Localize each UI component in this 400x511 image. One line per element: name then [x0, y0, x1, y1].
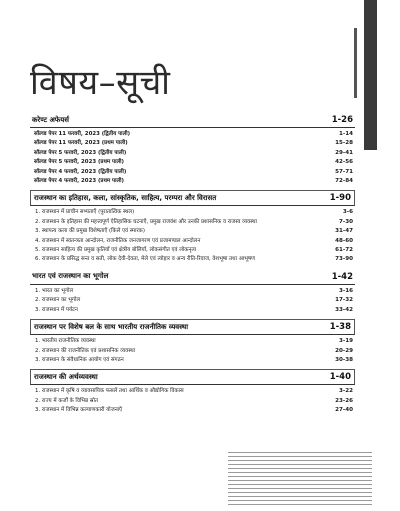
decorative-bar	[364, 0, 377, 150]
toc-entry-pages: 29-41	[335, 149, 353, 156]
table-of-contents	[30, 108, 355, 416]
section-list	[30, 285, 355, 315]
toc-entry[interactable]	[32, 149, 353, 158]
section-header	[30, 269, 355, 285]
toc-entry-label: 4. राजस्थान में स्वतन्त्रता आन्दोलन, राजनीतिक जनजागरण एवं प्रजामण्डल आन्दोलन	[35, 237, 201, 244]
section-page-range: 1-90	[329, 193, 351, 204]
section-header	[30, 369, 355, 385]
page-title: विषय–सूची	[30, 63, 171, 103]
section-list	[30, 128, 355, 186]
toc-entry[interactable]	[32, 158, 353, 167]
section-list	[30, 385, 355, 415]
toc-entry-pages: 3-16	[339, 287, 353, 294]
toc-entry-label: 2. राजस्थान की राजनीतिक एवं प्रशासनिक व्यवस्था	[35, 347, 136, 354]
toc-entry-label: 2. राजस्थान के इतिहास की महत्त्वपूर्ण ऐतिहासिक घटनाएँ, प्रमुख राजवंश और उनकी प्रशासनिक व राजस्व व्यवस्था	[35, 218, 257, 225]
section-title: करेण्ट अफेयर्स	[32, 115, 69, 124]
toc-entry-label: 2. राज्य में कर्जों के विभिन्न स्रोत	[35, 397, 98, 404]
toc-entry-pages: 7-30	[339, 218, 353, 225]
section-list	[30, 206, 355, 264]
section-list	[30, 335, 355, 365]
toc-entry-label: 6. राजस्थान के प्रसिद्ध सन्त व सती, लोक देवी-देवता, मेले एवं त्योहार व अन्य रीति-रिवाज, वेशभूषा तथा आभूषण	[35, 256, 256, 263]
toc-entry[interactable]	[32, 356, 353, 365]
section-title: राजस्थान पर विशेष बल के साथ भारतीय राजनीतिक व्यवस्था	[34, 322, 189, 331]
toc-entry-label: सॉल्व्ड पेपर 5 फरवरी, 2023 (प्रथम पाली)	[34, 159, 124, 166]
toc-entry-label: 1. राजस्थान में प्राचीन सभ्यताएँ (पुरातात्विक स्थल)	[35, 209, 135, 216]
toc-entry-pages: 17-32	[335, 297, 353, 304]
toc-entry-pages: 42-56	[335, 159, 353, 166]
toc-entry-label: सॉल्व्ड पेपर 5 फरवरी, 2023 (द्वितीय पाली)	[34, 149, 127, 156]
toc-entry-label: सॉल्व्ड पेपर 4 फरवरी, 2023 (द्वितीय पाली)	[34, 168, 127, 175]
toc-entry-label: 3. राजस्थान में पर्यटन	[35, 306, 78, 313]
toc-entry[interactable]	[32, 246, 353, 255]
toc-entry-label: 3. राजस्थान के संवैधानिक आयोग एवं संगठन	[35, 356, 124, 363]
toc-entry-pages: 1-14	[339, 131, 353, 137]
section-page-range: 1-26	[331, 115, 353, 125]
toc-entry-pages: 48-60	[335, 237, 353, 244]
toc-entry-pages: 3-19	[339, 338, 353, 345]
toc-entry[interactable]	[32, 397, 353, 406]
toc-entry-label: 3. स्थापत्य कला की प्रमुख विशेषताएँ (किले एवं स्मारक)	[35, 228, 145, 235]
toc-entry[interactable]	[32, 387, 353, 396]
toc-entry-label: सॉल्व्ड पेपर 4 फरवरी, 2023 (प्रथम पाली)	[34, 178, 124, 185]
toc-entry-pages: 57-71	[335, 168, 353, 175]
toc-entry-label: सॉल्व्ड पेपर 11 फरवरी, 2023 (द्वितीय पाली)	[34, 131, 131, 137]
decorative-bar	[354, 28, 357, 98]
section-title: राजस्थान का इतिहास, कला, सांस्कृतिक, साहित्य, परम्परा और विरासत	[34, 193, 217, 202]
section-page-range: 1-40	[329, 372, 351, 383]
section-header	[30, 190, 355, 206]
toc-entry-label: 1. भारतीय राजनीतिक व्यवस्था	[35, 338, 96, 345]
toc-entry-label: 2. राजस्थान का भूगोल	[35, 297, 81, 304]
section-page-range: 1-38	[329, 322, 351, 333]
toc-entry-pages: 30-38	[335, 356, 353, 363]
toc-entry[interactable]	[32, 139, 353, 148]
section-title: राजस्थान की अर्थव्यवस्था	[34, 372, 98, 381]
section-title: भारत एवं राजस्थान का भूगोल	[32, 272, 109, 281]
toc-entry[interactable]	[32, 255, 353, 264]
toc-entry[interactable]	[32, 347, 353, 356]
toc-entry-pages: 33-42	[335, 306, 353, 313]
toc-entry-label: 3. राजस्थान में विभिन्न कल्याणकारी योजनाएँ	[35, 407, 123, 414]
toc-entry-pages: 73-90	[335, 256, 353, 263]
toc-entry-pages: 27-40	[335, 407, 353, 414]
section-header	[30, 319, 355, 335]
toc-entry[interactable]	[32, 130, 353, 139]
toc-entry[interactable]	[32, 237, 353, 246]
toc-entry-label: सॉल्व्ड पेपर 11 फरवरी, 2023 (प्रथम पाली)	[34, 140, 128, 147]
toc-entry[interactable]	[32, 337, 353, 346]
section-page-range: 1-42	[331, 271, 353, 282]
toc-entry[interactable]	[32, 208, 353, 217]
toc-entry[interactable]	[32, 306, 353, 315]
decorative-lines	[228, 452, 372, 508]
toc-entry[interactable]	[32, 218, 353, 227]
toc-entry-label: 1. भारत का भूगोल	[35, 287, 74, 294]
toc-entry[interactable]	[32, 168, 353, 177]
toc-entry-pages: 20-29	[335, 347, 353, 354]
toc-entry-pages: 61-72	[335, 247, 353, 254]
toc-entry-pages: 72-84	[335, 178, 353, 185]
toc-entry-pages: 31-47	[335, 228, 353, 235]
toc-entry-label: 1. राजस्थान में कृषि व व्यावसायिक फसलें तथा आर्थिक व औद्योगिक विकास	[35, 388, 184, 395]
toc-entry[interactable]	[32, 296, 353, 305]
toc-entry-pages: 23-26	[335, 397, 353, 404]
toc-entry[interactable]	[32, 177, 353, 186]
section-header	[30, 112, 355, 128]
toc-entry-label: 5. राजस्थान साहित्य की प्रमुख कृतियाँ एवं क्षेत्रीय बोलियाँ, लोकसंगीत एवं लोकनृत्य	[35, 247, 197, 254]
toc-entry-pages: 3-6	[342, 209, 353, 216]
toc-entry-pages: 3-22	[339, 388, 353, 395]
toc-entry[interactable]	[32, 287, 353, 296]
toc-entry[interactable]	[32, 227, 353, 236]
toc-entry-pages: 15-28	[335, 140, 353, 147]
toc-entry[interactable]	[32, 406, 353, 415]
